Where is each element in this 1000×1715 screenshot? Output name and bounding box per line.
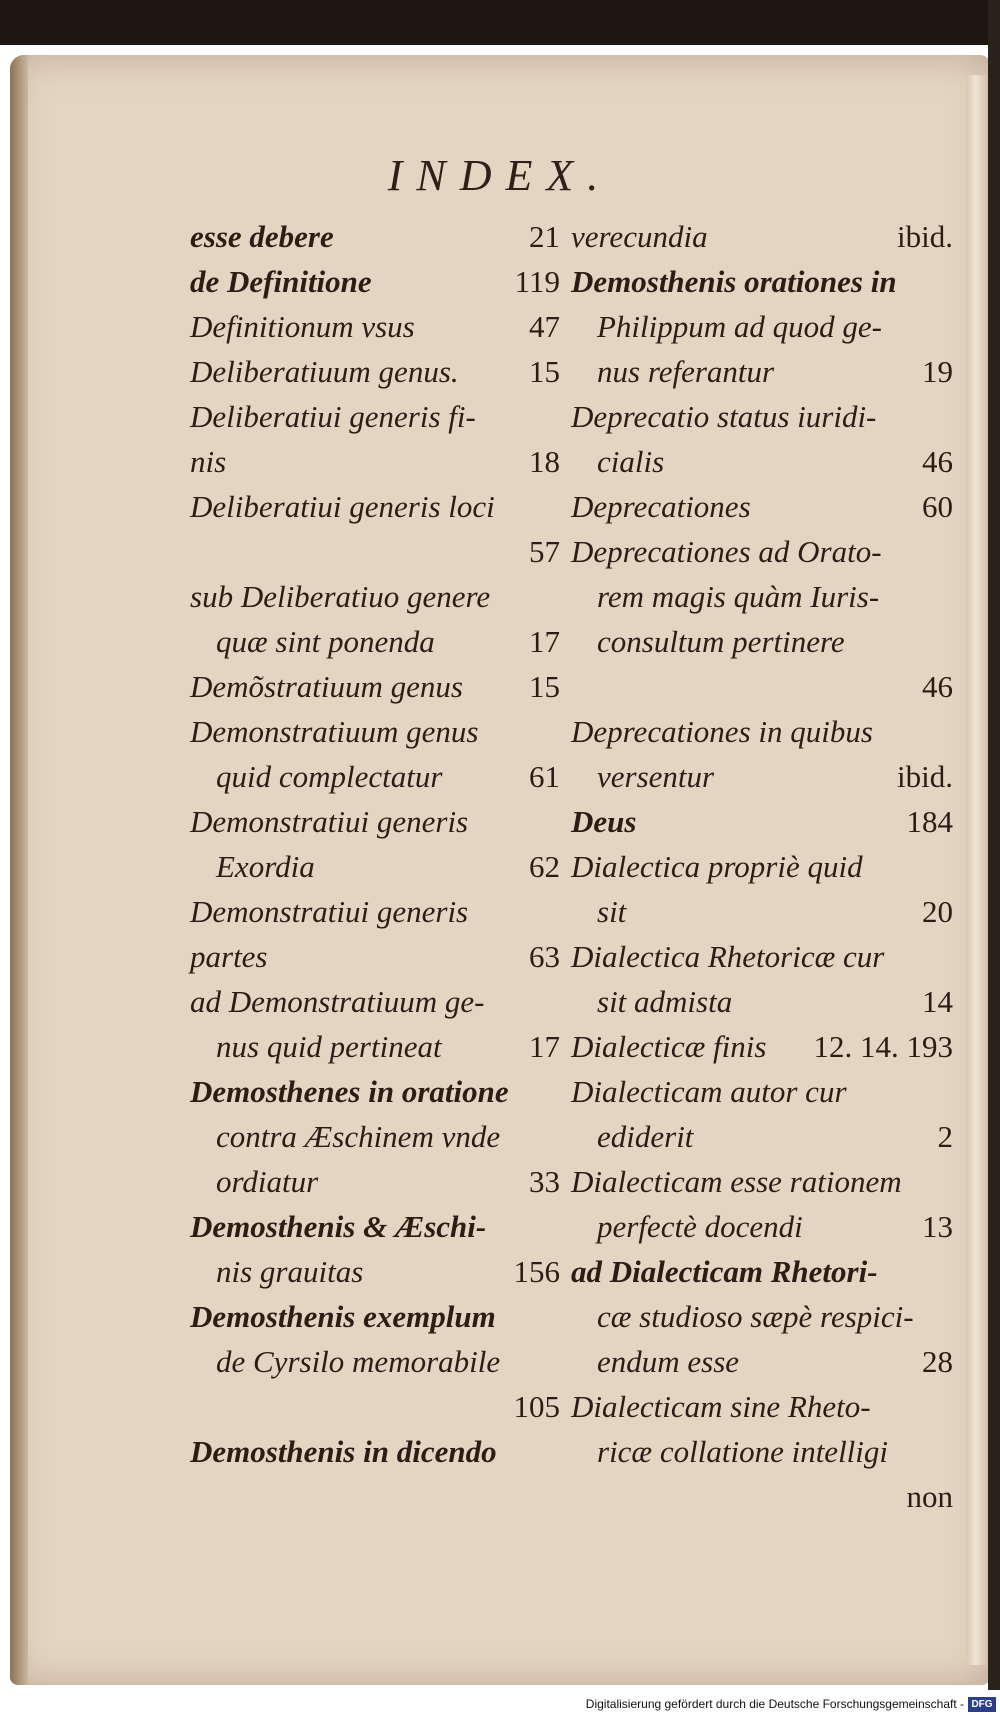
scan-right-border [988, 0, 1000, 1690]
index-entry-page: 14 [922, 984, 953, 1019]
index-right-column [571, 214, 953, 1519]
index-entry [190, 394, 560, 439]
index-entry [190, 1069, 560, 1114]
index-entry-text: cæ studioso sæpè respici- [597, 1299, 914, 1334]
index-entry [190, 979, 560, 1024]
index-entry [571, 304, 953, 349]
index-entry [190, 439, 560, 484]
index-entry [571, 1159, 953, 1204]
index-entry-text: esse debere [190, 219, 334, 254]
index-entry [571, 799, 953, 844]
index-entry [190, 1114, 560, 1159]
index-entry [190, 799, 560, 844]
index-entry-page: 105 [513, 1389, 560, 1424]
index-entry-text: Deprecationes [571, 489, 751, 524]
index-entry-text: Deus [571, 804, 637, 839]
index-entry-text: nis grauitas [216, 1254, 364, 1289]
index-entry-text: Dialecticam sine Rheto- [571, 1389, 871, 1424]
index-entry-text: Demosthenis & Æschi- [190, 1209, 487, 1244]
index-entry-text: Philippum ad quod ge- [597, 309, 882, 344]
index-entry-text: Demosthenes in oratione [190, 1074, 509, 1109]
index-entry [571, 1474, 953, 1519]
index-entry-text: sit admista [597, 984, 733, 1019]
index-entry [571, 979, 953, 1024]
index-entry-text: ediderit [597, 1119, 694, 1154]
index-entry-text: Definitionum vsus [190, 309, 415, 344]
index-entry [190, 214, 560, 259]
index-entry [190, 844, 560, 889]
footer-credit: Digitalisierung gefördert durch die Deutsche Forschungsgemeinschaft - [585, 1697, 964, 1711]
index-entry-text: sit [597, 894, 627, 929]
index-entry [190, 349, 560, 394]
index-entry-text: quæ sint ponenda [216, 624, 435, 659]
index-entry-text: Dialectica Rhetoricæ cur [571, 939, 885, 974]
index-entry-text: ordiatur [216, 1164, 319, 1199]
index-entry [571, 1114, 953, 1159]
index-entry [190, 1339, 560, 1384]
index-entry [190, 754, 560, 799]
index-entry-page: 17 [529, 624, 560, 659]
index-entry-text: Deliberatiuum genus. [190, 354, 459, 389]
index-entry [571, 1204, 953, 1249]
index-entry-text: Demonstratiuum genus [190, 714, 479, 749]
index-entry [571, 664, 953, 709]
index-entry-text: Deprecatio status iuridi- [571, 399, 877, 434]
index-entry [571, 1249, 953, 1294]
index-entry-page: 18 [529, 444, 560, 479]
index-entry-page: 60 [922, 489, 953, 524]
dfg-logo: DFG [968, 1697, 996, 1712]
index-entry-text: sub Deliberatiuo genere [190, 579, 491, 614]
index-entry [190, 304, 560, 349]
index-entry-page: 21 [529, 219, 560, 254]
index-entry-page: 15 [529, 669, 560, 704]
index-entry-text: partes [190, 939, 268, 974]
index-entry-page: 47 [529, 309, 560, 344]
index-left-column [190, 214, 560, 1474]
index-entry-text: quid complectatur [216, 759, 443, 794]
index-entry [190, 619, 560, 664]
index-entry [571, 1024, 953, 1069]
index-entry-text: Dialecticæ finis [571, 1029, 767, 1064]
index-entry-page: non [906, 1479, 953, 1514]
index-entry-text: verecundia [571, 219, 708, 254]
index-entry [190, 934, 560, 979]
index-entry-page: 15 [529, 354, 560, 389]
index-entry-page: 13 [922, 1209, 953, 1244]
index-entry [571, 709, 953, 754]
index-entry [571, 349, 953, 394]
index-entry [571, 1429, 953, 1474]
index-entry-page: 184 [906, 804, 953, 839]
index-entry-text: Demosthenis in dicendo [190, 1434, 497, 1469]
index-entry [571, 754, 953, 799]
index-entry-text: endum esse [597, 1344, 740, 1379]
index-entry-text: versentur [597, 759, 715, 794]
index-entry-text: Dialecticam autor cur [571, 1074, 847, 1109]
index-entry-page: 17 [529, 1029, 560, 1064]
index-entry-page: 46 [922, 669, 953, 704]
index-entry [571, 439, 953, 484]
index-entry-text: Demõstratiuum genus [190, 669, 463, 704]
index-entry [571, 1384, 953, 1429]
index-entry [190, 1384, 560, 1429]
index-entry-text: Dialecticam esse rationem [571, 1164, 902, 1199]
index-entry-page: 2 [937, 1119, 953, 1154]
index-entry [571, 394, 953, 439]
index-entry [571, 574, 953, 619]
index-entry-text: Deliberatiui generis fi- [190, 399, 476, 434]
index-entry-page: 46 [922, 444, 953, 479]
index-entry-text: ad Demonstratiuum ge- [190, 984, 485, 1019]
index-entry [571, 214, 953, 259]
index-entry [190, 709, 560, 754]
index-entry [190, 1429, 560, 1474]
page-heading: INDEX. [387, 151, 613, 200]
index-entry-text: Demosthenis orationes in [571, 264, 897, 299]
index-entry [571, 484, 953, 529]
index-entry-page: 57 [529, 534, 560, 569]
index-entry-page: 33 [529, 1164, 560, 1199]
index-entry-text: Deliberatiui generis loci [190, 489, 495, 524]
index-entry-page: 119 [514, 264, 560, 299]
index-entry [190, 889, 560, 934]
index-entry-page: 63 [529, 939, 560, 974]
index-entry-page: 28 [922, 1344, 953, 1379]
index-entry-page: 156 [513, 1254, 560, 1289]
index-entry [571, 844, 953, 889]
index-entry [190, 1024, 560, 1069]
index-entry [190, 484, 560, 529]
index-entry-page: ibid. [897, 219, 953, 254]
index-entry-text: nus quid pertineat [216, 1029, 442, 1064]
index-entry [190, 1204, 560, 1249]
index-entry-text: de Definitione [190, 264, 372, 299]
index-entry-text: ad Dialecticam Rhetori- [571, 1254, 878, 1289]
index-entry-page: ibid. [897, 759, 953, 794]
index-entry [571, 1339, 953, 1384]
page-gutter [10, 55, 28, 1685]
index-entry-text: Demonstratiui generis [190, 804, 469, 839]
index-entry-text: Dialectica propriè quid [571, 849, 863, 884]
index-entry [190, 574, 560, 619]
index-entry-text: Exordia [216, 849, 315, 884]
index-entry [190, 664, 560, 709]
index-entry [190, 259, 560, 304]
digitization-footer [0, 1691, 1000, 1715]
index-entry [571, 529, 953, 574]
index-entry-text: Demonstratiui generis [190, 894, 469, 929]
index-entry [190, 529, 560, 574]
index-entry-page: 20 [922, 894, 953, 929]
index-entry-text: cialis [597, 444, 665, 479]
index-entry-text: rem magis quàm Iuris- [597, 579, 880, 614]
index-entry [571, 889, 953, 934]
index-entry-text: Deprecationes ad Orato- [571, 534, 882, 569]
index-entry-text: de Cyrsilo memorabile [216, 1344, 501, 1379]
page-edge [966, 75, 990, 1665]
index-entry-text: nus referantur [597, 354, 775, 389]
scan-top-border [0, 0, 1000, 45]
index-entry [571, 619, 953, 664]
index-entry-page: 62 [529, 849, 560, 884]
index-entry-text: contra Æschinem vnde [216, 1119, 501, 1154]
index-entry [571, 934, 953, 979]
index-entry [571, 259, 953, 304]
index-entry [190, 1159, 560, 1204]
index-entry-text: nis [190, 444, 227, 479]
index-entry-text: consultum pertinere [597, 624, 845, 659]
index-entry-text: perfectè docendi [597, 1209, 803, 1244]
index-entry-page: 19 [922, 354, 953, 389]
index-entry-text: Deprecationes in quibus [571, 714, 873, 749]
index-entry-page: 61 [529, 759, 560, 794]
index-entry [190, 1294, 560, 1339]
index-entry [571, 1069, 953, 1114]
index-entry-text: Demosthenis exemplum [190, 1299, 496, 1334]
index-entry [571, 1294, 953, 1339]
index-entry-page: 12. 14. 193 [813, 1029, 953, 1064]
index-entry [190, 1249, 560, 1294]
index-entry-text: ricæ collatione intelligi [597, 1434, 889, 1469]
